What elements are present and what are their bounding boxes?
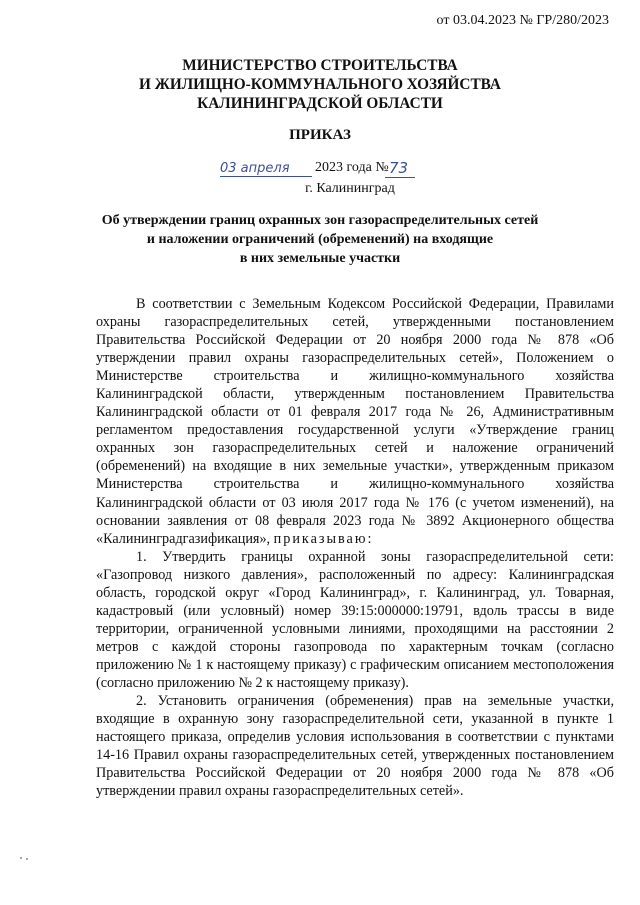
scan-speck bbox=[26, 858, 28, 860]
ministry-heading bbox=[0, 56, 640, 113]
clause-1-paragraph: 1. Утвердить границы охранной зоны газораспределительной сети: «Газопровод низкого давления», расположенный по адресу: Калининградская область, городской округ «Город Калининград», г. Калининград, ул. Товарная, кадастровый (или условный) номер 39:15:000000:19791, вдоль трассы в виде территории, ограниченной условными линиями, проходящими на расстоянии 2 метров с каждой стороны газопровода по характерным точкам (согласно приложению № 1 к настоящему приказу) с графическим описанием местоположения (согласно приложению № 2 к настоящему приказу). bbox=[96, 548, 614, 691]
order-title: ПРИКАЗ bbox=[289, 127, 351, 143]
number-underline bbox=[385, 177, 415, 178]
scan-speck bbox=[20, 857, 22, 859]
document-reference: от 03.04.2023 № ГР/280/2023 bbox=[436, 13, 609, 28]
city: г. Калининград bbox=[305, 181, 395, 196]
handwritten-date: 03 апреля bbox=[220, 161, 290, 176]
subject-line-3: в них земельные участки bbox=[239, 251, 401, 266]
ministry-line-3: КАЛИНИНГРАДСКОЙ ОБЛАСТИ bbox=[197, 95, 443, 112]
ministry-line-1: МИНИСТЕРСТВО СТРОИТЕЛЬСТВА bbox=[182, 57, 458, 74]
preamble-text: В соответствии с Земельным Кодексом Российской Федерации, Правилами охраны газораспределительных сетей, утвержденными постановлением Правительства Российской Федерации от 20 ноября 2000 года № 878 «Об утверждении правил охраны газораспределительных сетей», Положением о Министерстве строительства и жилищно-коммунального хозяйства Калининградской области, утвержденным постановлением Правительства Калининградской области от 01 февраля 2017 года № 26, Административным регламентом предоставления государственной услуги «Утверждение границ охранных зон газораспределительных сетей и наложение ограничений (обременений) на входящие в них земельные участки», утвержденным приказом Министерства строительства и жилищно-коммунального хозяйства Калининградской области от 03 июля 2017 года № 176 (с учетом изменений), на основании заявления от 08 февраля 2023 года № 3892 Акционерного общества «Калининградгазификация», bbox=[96, 296, 614, 547]
order-subject bbox=[0, 211, 640, 268]
clause-2-paragraph: 2. Установить ограничения (обременения) прав на земельные участки, входящие в охранную зону газораспределительной сети, указанной в пункте 1 настоящего приказа, определив условия использования в соответствии с пунктами 14-16 Правил охраны газораспределительных сетей, утвержденных постановлением Правительства Российской Федерации от 20 ноября 2000 года № 878 «Об утверждении правил охраны газораспределительных сетей». bbox=[96, 693, 614, 800]
order-body bbox=[96, 295, 614, 800]
date-underline bbox=[220, 176, 312, 177]
handwritten-order-number: 73 bbox=[389, 159, 409, 177]
printed-date: 2023 года № bbox=[315, 160, 389, 175]
ministry-line-2: И ЖИЛИЩНО-КОММУНАЛЬНОГО ХОЗЯЙСТВА bbox=[139, 76, 501, 93]
subject-line-1: Об утверждении границ охранных зон газораспределительных сетей bbox=[101, 213, 539, 228]
preamble-paragraph bbox=[96, 295, 614, 548]
order-verb: приказываю: bbox=[273, 530, 374, 547]
subject-line-2: и наложении ограничений (обременений) на входящие bbox=[146, 232, 494, 247]
order-date-line bbox=[220, 160, 500, 182]
